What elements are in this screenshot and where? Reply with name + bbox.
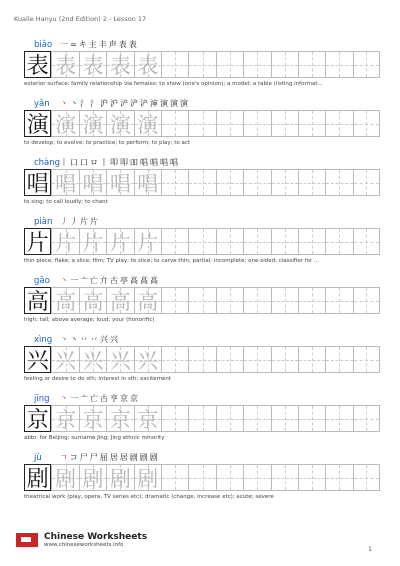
blank-practice-cell[interactable]	[243, 110, 270, 137]
trace-character: 京	[137, 407, 159, 432]
model-character-cell	[24, 169, 51, 196]
stroke-step: 丿	[60, 217, 70, 226]
stroke-step: 京	[120, 394, 130, 403]
page-number: 1	[368, 546, 372, 553]
trace-character-cell	[51, 51, 78, 78]
trace-character-cell	[134, 346, 161, 373]
blank-practice-cell[interactable]	[161, 110, 188, 137]
blank-practice-cell[interactable]	[353, 346, 380, 373]
blank-practice-cell[interactable]	[271, 228, 298, 255]
stroke-step: 亨	[110, 394, 120, 403]
trace-character-cell	[51, 287, 78, 314]
trace-character: 高	[109, 289, 131, 314]
model-character-cell	[24, 110, 51, 137]
stroke-step: 丷	[80, 335, 90, 344]
model-character: 片	[26, 231, 49, 257]
trace-character: 高	[82, 289, 104, 314]
trace-character-cell	[51, 169, 78, 196]
trace-character-cell	[51, 346, 78, 373]
trace-character: 表	[55, 53, 77, 78]
blank-practice-cell[interactable]	[161, 464, 188, 491]
pinyin: piàn	[34, 217, 53, 227]
stroke-step: 叩	[110, 158, 120, 167]
stroke-step: 丰	[98, 40, 109, 49]
blank-practice-cell[interactable]	[243, 287, 270, 314]
trace-character: 片	[55, 230, 77, 255]
blank-practice-cell[interactable]	[243, 169, 270, 196]
stroke-step: 表	[128, 40, 139, 49]
blank-practice-cell[interactable]	[271, 51, 298, 78]
stroke-step: 尸	[79, 453, 90, 462]
blank-practice-cell[interactable]	[216, 169, 243, 196]
meaning: abbr. for Beijing; surname Jing; Jing ethnic minority	[24, 435, 165, 441]
meaning: feeling or desire to do sth; interest in sth; excitement	[24, 376, 172, 382]
practice-grid	[24, 405, 380, 432]
stroke-step: =	[70, 40, 79, 49]
model-character: 唱	[26, 172, 49, 198]
pinyin: biǎo	[34, 40, 53, 50]
trace-character-cell	[134, 110, 161, 137]
stroke-step: 居	[119, 453, 130, 462]
blank-practice-cell[interactable]	[216, 405, 243, 432]
trace-character-cell	[79, 51, 106, 78]
trace-character: 演	[109, 112, 131, 137]
blank-practice-cell[interactable]	[271, 464, 298, 491]
trace-character: 高	[55, 289, 77, 314]
blank-practice-cell[interactable]	[271, 346, 298, 373]
trace-character: 京	[82, 407, 104, 432]
blank-practice-cell[interactable]	[161, 228, 188, 255]
trace-character-cell	[106, 228, 133, 255]
stroke-step: 京	[130, 394, 140, 403]
stroke-order	[60, 216, 100, 227]
stroke-step: 一	[70, 394, 80, 403]
stroke-step: 兴	[100, 335, 110, 344]
trace-character: 演	[82, 112, 104, 137]
blank-practice-cell[interactable]	[216, 110, 243, 137]
meaning: to develop; to evolve; to practice; to perform; to play; to act	[24, 140, 191, 146]
stroke-step: 丿	[70, 217, 80, 226]
trace-character: 京	[55, 407, 77, 432]
blank-practice-cell[interactable]	[298, 405, 325, 432]
stroke-step: 吅	[130, 158, 140, 167]
stroke-step: 演	[170, 99, 180, 108]
stroke-step: 丨	[60, 158, 70, 167]
footer-brand: Chinese Worksheets	[44, 532, 148, 542]
stroke-step: ロ丨	[90, 158, 110, 167]
trace-character-cell	[51, 464, 78, 491]
stroke-step: 浐	[120, 99, 130, 108]
pinyin: chàng	[34, 158, 61, 168]
blank-practice-cell[interactable]	[243, 405, 270, 432]
blank-practice-cell[interactable]	[161, 346, 188, 373]
model-character: 剧	[26, 467, 49, 493]
meaning: theatrical work (play, opera, TV series etc); dramatic (change, increase etc); acute; severe	[24, 494, 274, 500]
blank-practice-cell[interactable]	[298, 169, 325, 196]
blank-practice-cell[interactable]	[188, 287, 215, 314]
trace-character: 唱	[55, 171, 77, 196]
trace-character-cell	[134, 464, 161, 491]
stroke-order	[60, 39, 139, 50]
blank-practice-cell[interactable]	[161, 51, 188, 78]
trace-character-cell	[79, 228, 106, 255]
stroke-step: 声	[108, 40, 119, 49]
blank-practice-cell[interactable]	[161, 169, 188, 196]
trace-character: 片	[109, 230, 131, 255]
trace-character: 演	[55, 112, 77, 137]
stroke-step: 沪	[110, 99, 120, 108]
worksheet-title: Kuaile Hanyu (2nd Edition) 2 - Lesson 17	[14, 15, 147, 23]
blank-practice-cell[interactable]	[353, 169, 380, 196]
stroke-order	[60, 393, 140, 404]
blank-practice-cell[interactable]	[325, 464, 352, 491]
stroke-step: 亡	[90, 394, 100, 403]
blank-practice-cell[interactable]	[353, 228, 380, 255]
stroke-order	[60, 334, 120, 345]
blank-practice-cell[interactable]	[298, 110, 325, 137]
stroke-step: 古	[110, 276, 120, 285]
stroke-step: 渖	[150, 99, 160, 108]
blank-practice-cell[interactable]	[188, 110, 215, 137]
stroke-step: 丶	[60, 335, 70, 344]
trace-character-cell	[134, 228, 161, 255]
stroke-step: 兴	[110, 335, 120, 344]
stroke-order	[60, 275, 160, 286]
pinyin: gāo	[34, 276, 50, 286]
model-character-cell	[24, 51, 51, 78]
stroke-step: 高	[140, 276, 150, 285]
stroke-step: 唱	[160, 158, 170, 167]
stroke-step: 氵	[80, 99, 90, 108]
blank-practice-cell[interactable]	[325, 51, 352, 78]
stroke-step: 剧	[139, 453, 150, 462]
blank-practice-cell[interactable]	[161, 287, 188, 314]
stroke-step: 高	[130, 276, 140, 285]
model-character: 演	[26, 113, 49, 139]
footer-site[interactable]: www.chineseworksheets.info	[44, 542, 124, 548]
trace-character-cell	[106, 346, 133, 373]
blank-practice-cell[interactable]	[188, 346, 215, 373]
trace-character-cell	[79, 287, 106, 314]
trace-character-cell	[106, 51, 133, 78]
trace-character: 唱	[109, 171, 131, 196]
practice-grid	[24, 110, 380, 137]
model-character-cell	[24, 228, 51, 255]
stroke-step: 片	[80, 217, 90, 226]
model-character: 高	[26, 290, 49, 316]
trace-character-cell	[106, 287, 133, 314]
blank-practice-cell[interactable]	[188, 464, 215, 491]
trace-character-cell	[79, 110, 106, 137]
stroke-step: 一	[60, 40, 70, 49]
stroke-step: ㄱ	[60, 453, 70, 462]
stroke-step: 一	[70, 276, 80, 285]
pinyin: yǎn	[34, 99, 50, 109]
blank-practice-cell[interactable]	[243, 346, 270, 373]
blank-practice-cell[interactable]	[298, 464, 325, 491]
practice-grid	[24, 287, 380, 314]
trace-character: 唱	[82, 171, 104, 196]
trace-character: 剧	[55, 466, 77, 491]
blank-practice-cell[interactable]	[325, 287, 352, 314]
trace-character: 演	[137, 112, 159, 137]
stroke-step: 叩	[120, 158, 130, 167]
stroke-order	[60, 157, 180, 168]
meaning: exterior surface; family relationship via females; to show (one's opinion); a model; a table (listing informat...	[24, 81, 323, 87]
stroke-step: 口	[70, 158, 80, 167]
trace-character-cell	[134, 405, 161, 432]
stroke-step: 屈	[99, 453, 110, 462]
stroke-step: 丶	[60, 394, 70, 403]
model-character: 京	[26, 408, 49, 434]
trace-character-cell	[134, 51, 161, 78]
pinyin: jù	[34, 453, 42, 463]
stroke-step: キ	[78, 40, 89, 49]
meaning: to sing; to call loudly; to chant	[24, 199, 108, 205]
trace-character-cell	[51, 228, 78, 255]
model-character-cell	[24, 287, 51, 314]
stroke-step: 演	[160, 99, 170, 108]
trace-character-cell	[51, 110, 78, 137]
stroke-step: 居	[109, 453, 120, 462]
blank-practice-cell[interactable]	[216, 51, 243, 78]
chinese-worksheets-logo-icon	[16, 533, 38, 547]
blank-practice-cell[interactable]	[161, 405, 188, 432]
trace-character: 片	[137, 230, 159, 255]
model-character: 兴	[26, 349, 49, 375]
pinyin: jīng	[34, 394, 50, 404]
blank-practice-cell[interactable]	[353, 287, 380, 314]
stroke-step: 亠	[80, 276, 90, 285]
blank-practice-cell[interactable]	[243, 228, 270, 255]
blank-practice-cell[interactable]	[216, 228, 243, 255]
blank-practice-cell[interactable]	[188, 51, 215, 78]
trace-character: 表	[137, 53, 159, 78]
blank-practice-cell[interactable]	[353, 405, 380, 432]
stroke-step: 口	[80, 158, 90, 167]
stroke-order	[60, 98, 190, 109]
blank-practice-cell[interactable]	[298, 228, 325, 255]
blank-practice-cell[interactable]	[216, 287, 243, 314]
stroke-step: 尸	[89, 453, 100, 462]
blank-practice-cell[interactable]	[188, 228, 215, 255]
stroke-step: 亭	[120, 276, 130, 285]
blank-practice-cell[interactable]	[216, 464, 243, 491]
blank-practice-cell[interactable]	[353, 51, 380, 78]
stroke-step: 唱	[140, 158, 150, 167]
trace-character: 高	[137, 289, 159, 314]
stroke-step: 丶	[60, 276, 70, 285]
trace-character-cell	[79, 346, 106, 373]
trace-character: 剧	[137, 466, 159, 491]
stroke-step: 唱	[150, 158, 160, 167]
stroke-step: 高	[150, 276, 160, 285]
practice-grid	[24, 228, 380, 255]
blank-practice-cell[interactable]	[298, 287, 325, 314]
blank-practice-cell[interactable]	[271, 110, 298, 137]
practice-grid	[24, 51, 380, 78]
stroke-step: コ	[69, 453, 80, 462]
blank-practice-cell[interactable]	[325, 169, 352, 196]
stroke-step: 片	[90, 217, 100, 226]
blank-practice-cell[interactable]	[325, 346, 352, 373]
blank-practice-cell[interactable]	[188, 169, 215, 196]
meaning: high; tall; above average; loud; your (honorific)	[24, 317, 155, 323]
blank-practice-cell[interactable]	[271, 169, 298, 196]
trace-character-cell	[79, 405, 106, 432]
trace-character-cell	[134, 287, 161, 314]
stroke-step: 丶	[60, 99, 70, 108]
trace-character-cell	[106, 405, 133, 432]
trace-character: 剧	[109, 466, 131, 491]
blank-practice-cell[interactable]	[353, 110, 380, 137]
stroke-step: 丷	[90, 335, 100, 344]
blank-practice-cell[interactable]	[243, 464, 270, 491]
practice-grid	[24, 169, 380, 196]
blank-practice-cell[interactable]	[188, 405, 215, 432]
stroke-step: 沪	[100, 99, 110, 108]
trace-character: 剧	[82, 466, 104, 491]
trace-character: 表	[109, 53, 131, 78]
model-character-cell	[24, 464, 51, 491]
stroke-step: 主	[88, 40, 99, 49]
blank-practice-cell[interactable]	[353, 464, 380, 491]
trace-character: 兴	[55, 348, 77, 373]
stroke-step: 丶	[70, 99, 80, 108]
stroke-step: 表	[118, 40, 129, 49]
practice-grid	[24, 464, 380, 491]
trace-character-cell	[79, 464, 106, 491]
model-character-cell	[24, 405, 51, 432]
stroke-step: 氵	[90, 99, 100, 108]
stroke-step: 亠	[80, 394, 90, 403]
stroke-step: 浐	[140, 99, 150, 108]
stroke-step: 剧	[149, 453, 160, 462]
stroke-step: 唱	[170, 158, 180, 167]
footer-text	[44, 532, 147, 548]
stroke-step: 亣	[100, 276, 110, 285]
model-character-cell	[24, 346, 51, 373]
blank-practice-cell[interactable]	[271, 287, 298, 314]
stroke-step: 浐	[130, 99, 140, 108]
stroke-step: 演	[180, 99, 190, 108]
footer	[16, 532, 147, 548]
model-character: 表	[26, 54, 49, 80]
trace-character: 片	[82, 230, 104, 255]
stroke-step: 丶	[70, 335, 80, 344]
blank-practice-cell[interactable]	[325, 405, 352, 432]
trace-character-cell	[134, 169, 161, 196]
stroke-order	[60, 452, 160, 463]
trace-character: 兴	[137, 348, 159, 373]
blank-practice-cell[interactable]	[298, 346, 325, 373]
trace-character: 表	[82, 53, 104, 78]
trace-character-cell	[106, 110, 133, 137]
trace-character: 京	[109, 407, 131, 432]
trace-character-cell	[106, 169, 133, 196]
trace-character: 兴	[109, 348, 131, 373]
trace-character-cell	[79, 169, 106, 196]
trace-character: 兴	[82, 348, 104, 373]
pinyin: xìng	[34, 335, 53, 345]
meaning: thin piece; flake; a slice; film; TV play; to slice; to carve thin; partial; incomplete; one-sided; classifier for ...	[24, 258, 320, 264]
blank-practice-cell[interactable]	[325, 228, 352, 255]
blank-practice-cell[interactable]	[325, 110, 352, 137]
trace-character: 唱	[137, 171, 159, 196]
blank-practice-cell[interactable]	[298, 51, 325, 78]
blank-practice-cell[interactable]	[216, 346, 243, 373]
trace-character-cell	[51, 405, 78, 432]
stroke-step: 古	[100, 394, 110, 403]
blank-practice-cell[interactable]	[271, 405, 298, 432]
stroke-step: 亡	[90, 276, 100, 285]
trace-character-cell	[106, 464, 133, 491]
blank-practice-cell[interactable]	[243, 51, 270, 78]
stroke-step: 剧	[129, 453, 140, 462]
practice-grid	[24, 346, 380, 373]
